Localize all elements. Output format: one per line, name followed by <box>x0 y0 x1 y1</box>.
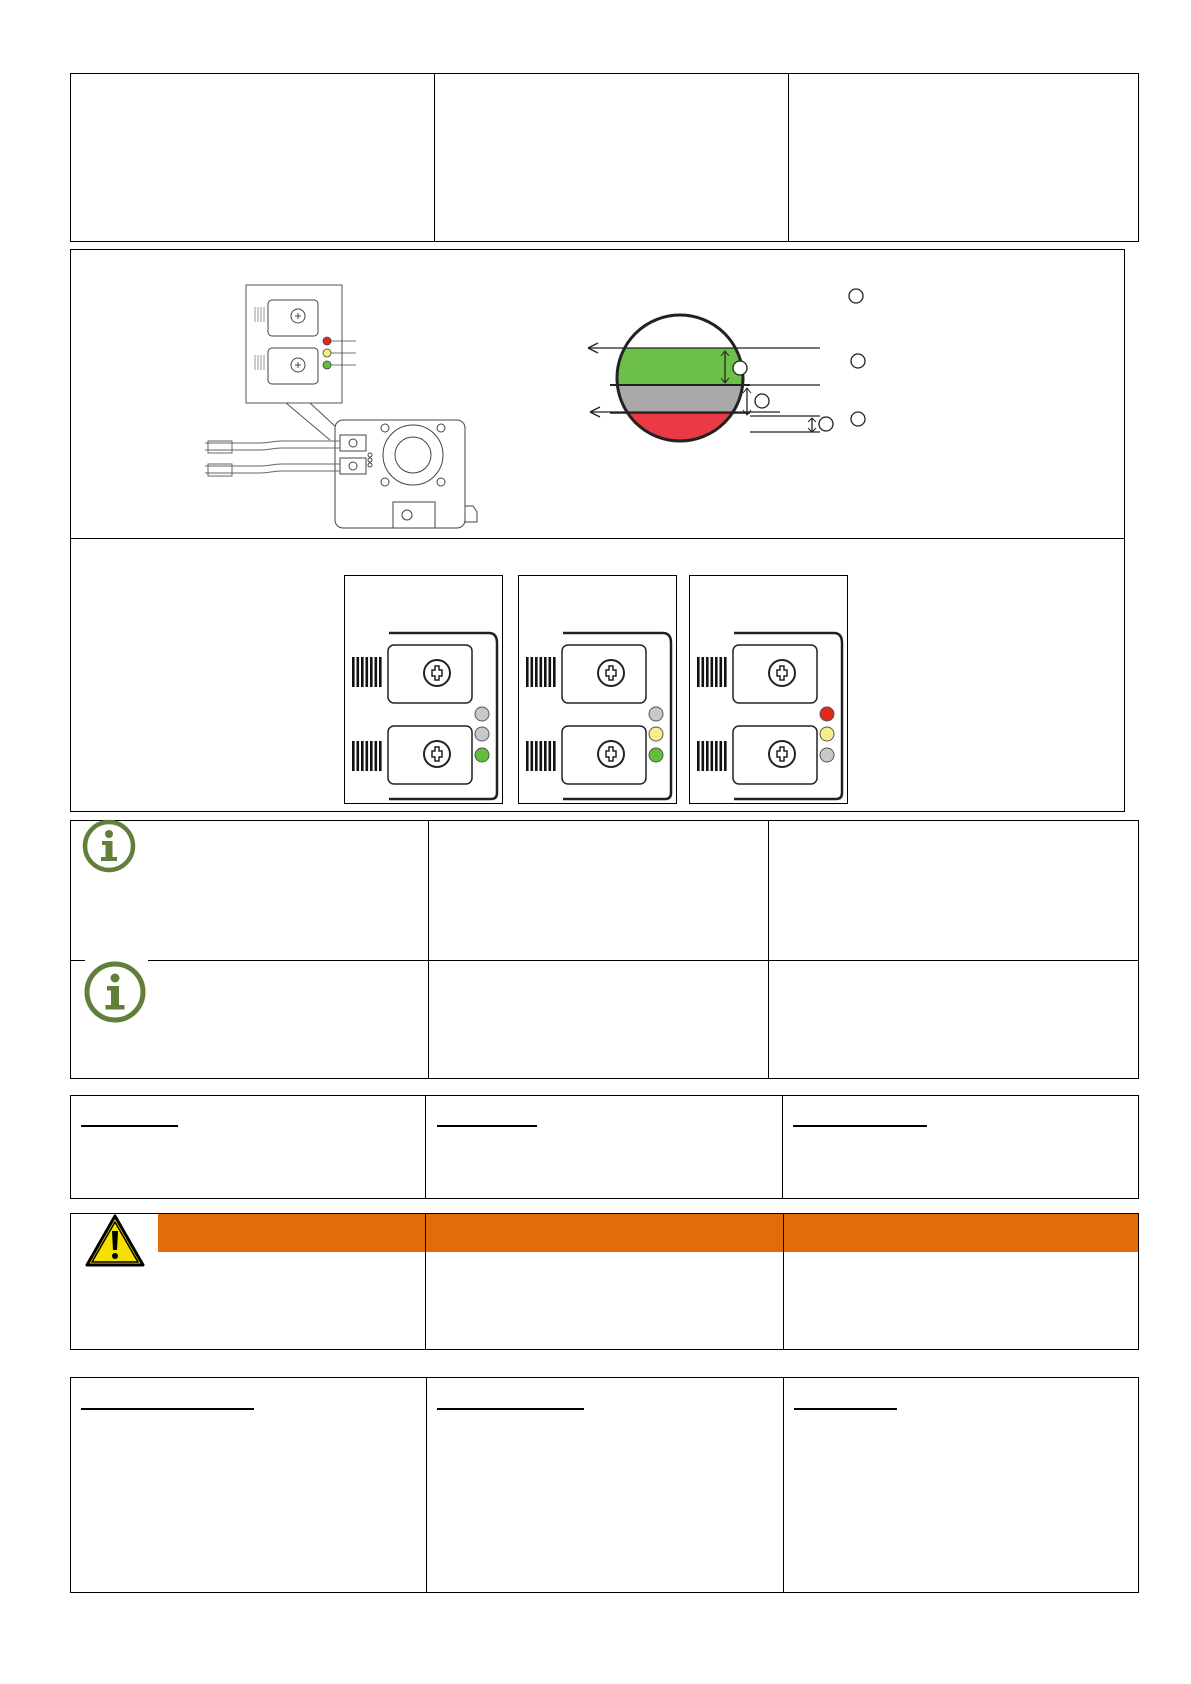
warning-header-bar <box>426 1214 783 1252</box>
heading-underline <box>81 1408 254 1410</box>
heading-underline <box>81 1125 178 1127</box>
sensor-state-panel <box>689 575 848 804</box>
led-indicator-icon <box>820 748 834 762</box>
section-table-1-divider-1 <box>425 1095 426 1199</box>
info-table-row-divider-b <box>148 960 1139 961</box>
warning-header-bar <box>784 1214 1138 1252</box>
top-text-table <box>70 73 1139 242</box>
level-detection-diagram <box>580 280 880 505</box>
marker-circle <box>733 361 747 375</box>
section-table-1-divider-2 <box>782 1095 783 1199</box>
info-table <box>70 820 1139 1079</box>
sensor-state-panel <box>518 575 677 804</box>
info-icon <box>83 960 147 1024</box>
marker-circle <box>851 412 865 426</box>
led-indicator-icon <box>649 748 663 762</box>
led-indicator-icon <box>649 707 663 721</box>
heading-underline <box>793 1125 927 1127</box>
info-icon <box>81 818 137 874</box>
led-indicator-icon <box>475 707 489 721</box>
top-table-divider-2 <box>788 73 789 242</box>
warning-header-bar <box>158 1214 425 1252</box>
level-band-green <box>610 348 750 385</box>
section-table-2-divider-1 <box>426 1377 427 1593</box>
section-table-1 <box>70 1095 1139 1199</box>
marker-circle <box>755 394 769 408</box>
heading-underline <box>794 1408 897 1410</box>
warning-triangle-icon <box>84 1213 146 1269</box>
led-indicator-icon <box>820 727 834 741</box>
led-indicator-icon <box>475 727 489 741</box>
heading-underline <box>437 1408 584 1410</box>
marker-circle <box>849 289 863 303</box>
heading-underline <box>437 1125 537 1127</box>
led-indicator-icon <box>649 727 663 741</box>
sensor-device-illustration <box>200 280 490 535</box>
figure-panel-divider <box>70 538 1125 539</box>
level-band-gray <box>610 385 750 413</box>
info-table-divider-2 <box>768 820 769 1079</box>
sensor-state-panel <box>344 575 503 804</box>
led-indicator-icon <box>475 748 489 762</box>
led-indicator-icon <box>820 707 834 721</box>
section-table-2-divider-2 <box>783 1377 784 1593</box>
marker-circle <box>819 417 833 431</box>
info-table-divider-1 <box>428 820 429 1079</box>
marker-circle <box>851 354 865 368</box>
top-table-divider-1 <box>434 73 435 242</box>
